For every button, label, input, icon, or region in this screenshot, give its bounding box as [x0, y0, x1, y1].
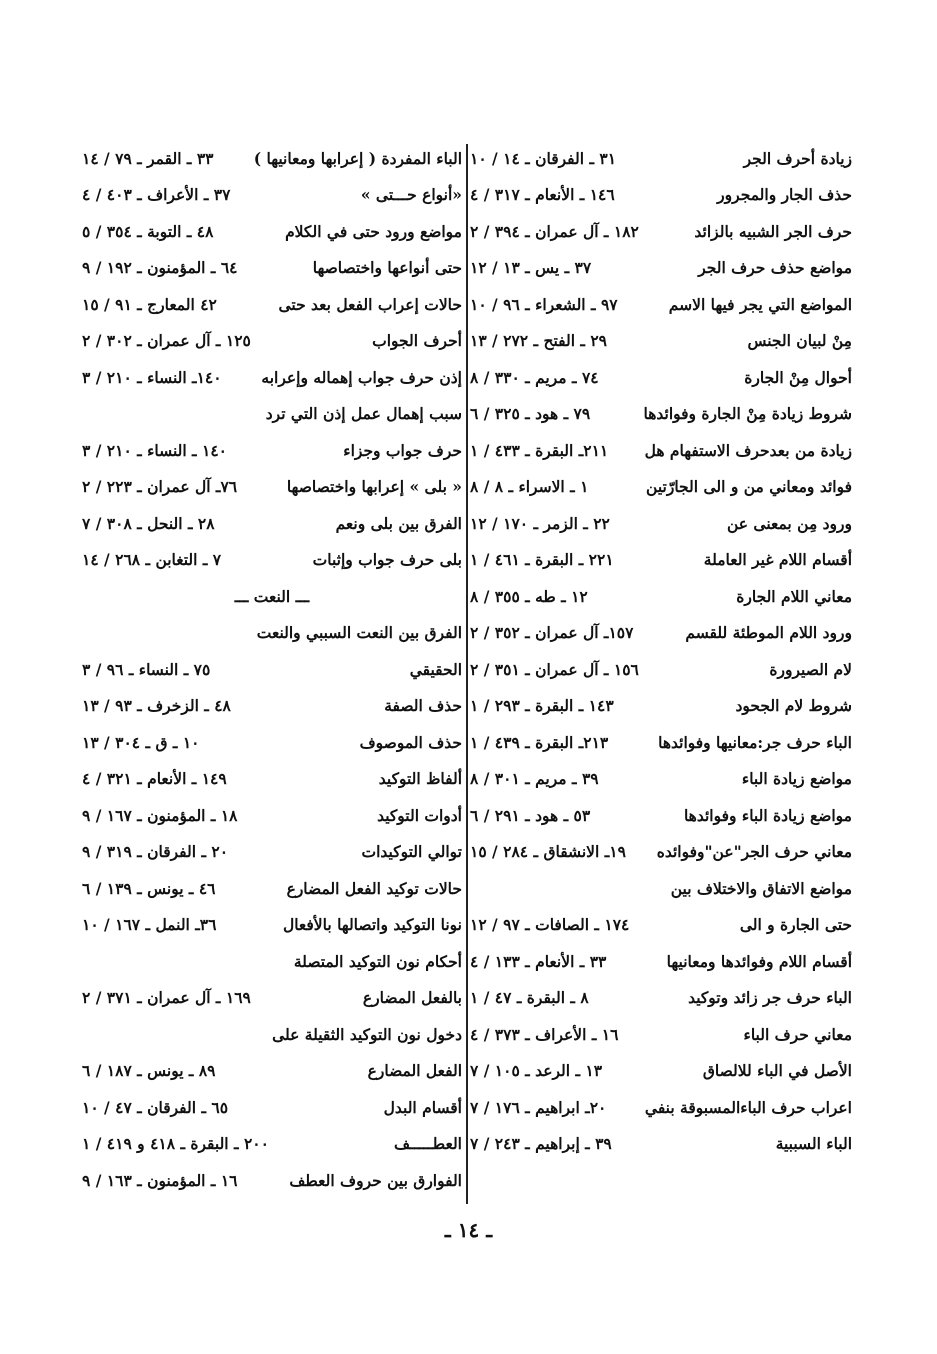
index-entry	[82, 651, 462, 688]
entry-reference: ٧٩ ـ هود ـ ٣٢٥ / ٦	[470, 404, 591, 424]
index-entry	[82, 943, 462, 980]
index-entry	[82, 907, 462, 944]
index-entry	[82, 359, 462, 396]
index-entry	[82, 469, 462, 506]
entry-topic: شروط لام الجحود	[735, 696, 852, 716]
index-entry	[82, 177, 462, 214]
index-entry	[470, 943, 852, 980]
entry-reference: ٤٦ ـ يونس ـ ١٣٩ / ٦	[82, 878, 216, 898]
entry-reference: ١٧٤ ـ الصافات ـ ٩٧ / ١٢	[470, 915, 630, 935]
index-entry	[82, 250, 462, 287]
index-entry	[470, 834, 852, 871]
entry-topic: الفرق بين بلى ونعم	[335, 513, 462, 533]
entry-topic: حتى الجارة و الى	[739, 915, 852, 935]
entry-topic: العطـــــف	[394, 1134, 462, 1154]
entry-reference: ٢١١ـ البقرة ـ ٤٣٣ / ١	[470, 440, 609, 460]
entry-topic: حتى أنواعها واختصاصها	[312, 258, 462, 278]
index-entry	[470, 980, 852, 1017]
entry-reference: ١٦ ـ المؤمنون ـ ١٦٣ / ٩	[82, 1170, 238, 1190]
entry-topic: اعراب حرف الباءالمسبوقة بنفي	[644, 1097, 852, 1117]
entry-topic: الباء حرف جر:معانيها وفوائدها	[658, 732, 852, 752]
index-entry	[470, 359, 852, 396]
entry-reference: ١٣ ـ الرعد ـ ١٠٥ / ٧	[470, 1061, 603, 1081]
entry-reference: ٥٣ ـ هود ـ ٢٩١ / ٦	[470, 805, 591, 825]
index-entry	[82, 505, 462, 542]
index-entry	[470, 323, 852, 360]
entry-reference: ١ ـ الاسراء ـ ٨ / ٨	[470, 477, 589, 497]
entry-topic: مواضع الاتفاق والاختلاف بين	[670, 878, 852, 898]
entry-topic: حرف الجر الشبيه بالزائد	[694, 221, 852, 241]
index-entry	[470, 213, 852, 250]
entry-topic: معاني اللام الجارة	[736, 586, 852, 606]
index-entry	[82, 1016, 462, 1053]
entry-reference: ٨٩ ـ يونس ـ ١٨٧ / ٦	[82, 1061, 216, 1081]
index-entry	[470, 578, 852, 615]
entry-reference: ١٦ ـ الأعراف ـ ٣٧٣ / ٤	[470, 1024, 619, 1044]
index-entry	[470, 396, 852, 433]
index-entry	[82, 761, 462, 798]
index-entry	[470, 615, 852, 652]
entry-topic: ورود اللام الموطئة للقسم	[685, 623, 852, 643]
index-entry	[470, 907, 852, 944]
entry-reference: ٣٦ـ النمل ـ ١٦٧ / ١٠	[82, 915, 217, 935]
entry-topic: أقسام اللام غير العاملة	[703, 550, 852, 570]
entry-reference: ١٤٦ ـ الأنعام ـ ٣١٧ / ٤	[470, 185, 615, 205]
index-entry	[82, 286, 462, 323]
entry-topic: الباء حرف جر زائد وتوكيد	[688, 988, 852, 1008]
entry-topic: حذف الموصوف	[359, 732, 462, 752]
index-entry	[470, 542, 852, 579]
entry-topic: حالات توكيد الفعل المضارع	[286, 878, 462, 898]
entry-topic: مواضع حذف حرف الجر	[698, 258, 852, 278]
entry-reference: ١٠ ـ ق ـ ٣٠٤ / ١٣	[82, 732, 200, 752]
entry-reference: ١٤٠ ـ النساء ـ ٢١٠ / ٣	[82, 440, 227, 460]
entry-topic: حذف الصفة	[384, 696, 462, 716]
entry-reference: ٧٥ ـ النساء ـ ٩٦ / ٣	[82, 659, 211, 679]
left-index-column	[82, 140, 462, 1199]
index-entry	[82, 980, 462, 1017]
index-entry	[82, 213, 462, 250]
index-entry	[82, 432, 462, 469]
entry-reference: ٤٨ ـ التوبة ـ ٣٥٤ / ٥	[82, 221, 214, 241]
entry-topic: أقسام البدل	[383, 1097, 462, 1117]
entry-topic: زيادة من بعدحرف الاستفهام هل	[644, 440, 852, 460]
index-entry	[82, 323, 462, 360]
entry-reference: ٣٩ ـ مريم ـ ٣٠١ / ٨	[470, 769, 599, 789]
entry-reference: ٣٣ ـ القمر ـ ٧٩ / ١٤	[82, 148, 214, 168]
entry-topic: «أنواع حـــتى »	[360, 185, 462, 205]
entry-topic: الفرق بين النعت السببي والنعت	[256, 623, 462, 643]
entry-reference: ٤٨ ـ الزخرف ـ ٩٣ / ١٣	[82, 696, 231, 716]
index-entry	[470, 870, 852, 907]
index-entry	[82, 140, 462, 177]
entry-topic: ورود مِن بمعنى عن	[726, 513, 852, 533]
entry-reference: ٧٤ ـ مريم ـ ٣٣٠ / ٨	[470, 367, 599, 387]
entry-topic: أدوات التوكيد	[377, 805, 462, 825]
entry-reference: ٧٦ـ آل عمران ـ ٢٢٣ / ٢	[82, 477, 238, 497]
entry-reference: ١٥٧ـ آل عمران ـ ٣٥٢ / ٢	[470, 623, 634, 643]
entry-reference: ١٨ ـ المؤمنون ـ ١٦٧ / ٩	[82, 805, 238, 825]
entry-topic: توالي التوكيدات	[361, 842, 462, 862]
page-number: ـ ١٤ ـ	[444, 1218, 493, 1242]
entry-topic: بالفعل المضارع	[362, 988, 462, 1008]
entry-reference: ٦٥ ـ الفرقان ـ ٤٧ / ١٠	[82, 1097, 229, 1117]
index-entry	[82, 724, 462, 761]
index-entry	[470, 761, 852, 798]
index-entry	[470, 250, 852, 287]
index-entry	[82, 578, 462, 615]
entry-topic: لام الصيرورة	[769, 659, 852, 679]
entry-topic: مِنْ لبيان الجنس	[747, 331, 852, 351]
index-entry	[470, 724, 852, 761]
entry-topic: مواضع زيادة الباء	[741, 769, 852, 789]
entry-reference: ١٦٩ ـ آل عمران ـ ٣٧١ / ٢	[82, 988, 251, 1008]
entry-reference: ٣١ ـ الفرقان ـ ١٤ / ١٠	[470, 148, 617, 168]
entry-reference: ١٨٢ ـ آل عمران ـ ٣٩٤ / ٢	[470, 221, 639, 241]
entry-topic: « بلى » إعرابها واختصاصها	[286, 477, 462, 497]
index-entry	[470, 1126, 852, 1163]
entry-reference: ٧ ـ التغابن ـ ٢٦٨ / ١٤	[82, 550, 222, 570]
index-entry	[470, 432, 852, 469]
index-entry	[470, 177, 852, 214]
entry-reference: ٣٧ ـ يس ـ ١٣ / ١٢	[470, 258, 592, 278]
entry-reference: ١٢ ـ طه ـ ٣٥٥ / ٨	[470, 586, 588, 606]
entry-reference: ٢٠ ـ الفرقان ـ ٣١٩ / ٩	[82, 842, 229, 862]
entry-topic: الفوارق بين حروف العطف	[289, 1170, 462, 1190]
entry-topic: الفعل المضارع	[367, 1061, 462, 1081]
entry-topic: إذن حرف جواب إهماله وإعرابه	[261, 367, 462, 387]
index-entry	[82, 1162, 462, 1199]
index-entry	[82, 797, 462, 834]
entry-topic: أحكام نون التوكيد المتصلة	[293, 951, 462, 971]
entry-topic: مواضع زيادة الباء وفوائدها	[683, 805, 852, 825]
entry-topic: ـــ النعت ـــ	[234, 586, 310, 606]
index-entry	[82, 870, 462, 907]
index-entry	[82, 834, 462, 871]
entry-reference: ١٤٠ـ النساء ـ ٢١٠ / ٣	[82, 367, 222, 387]
entry-reference: ٤٢ المعارج ـ ٩١ / ١٥	[82, 294, 217, 314]
entry-reference: ١٤٩ ـ الأنعام ـ ٣٢١ / ٤	[82, 769, 227, 789]
index-entry	[82, 542, 462, 579]
index-entry	[470, 1089, 852, 1126]
entry-topic: زيادة أحرف الجر	[743, 148, 852, 168]
entry-reference: ٦٤ ـ المؤمنون ـ ١٩٢ / ٩	[82, 258, 238, 278]
entry-reference: ٢٨ ـ النحل ـ ٣٠٨ / ٧	[82, 513, 215, 533]
entry-topic: أحرف الجواب	[372, 331, 462, 351]
index-entry	[82, 615, 462, 652]
index-entry	[470, 688, 852, 725]
index-entry	[82, 1126, 462, 1163]
entry-topic: حذف الجار والمجرور	[717, 185, 852, 205]
entry-reference: ٢١٣ـ البقرة ـ ٤٣٩ / ١	[470, 732, 609, 752]
index-entry	[82, 688, 462, 725]
entry-topic: الباء المفردة ( إعرابها ومعانيها )	[253, 148, 462, 168]
index-entry	[82, 396, 462, 433]
entry-topic: بلى حرف جواب وإثبات	[312, 550, 462, 570]
entry-topic: أقسام اللام وفوائدها ومعانيها	[666, 951, 852, 971]
index-entry	[470, 505, 852, 542]
index-entry	[82, 1053, 462, 1090]
entry-topic: نونا التوكيد واتصالها بالأفعال	[282, 915, 462, 935]
entry-topic: الأصل في الباء للالصاق	[702, 1061, 852, 1081]
entry-reference: ١٩ـ الانشقاق ـ ٢٨٤ / ١٥	[470, 842, 626, 862]
entry-reference: ١٤٣ ـ البقرة ـ ٢٩٣ / ١	[470, 696, 614, 716]
entry-reference: ٩٧ ـ الشعراء ـ ٩٦ / ١٠	[470, 294, 618, 314]
index-entry	[470, 286, 852, 323]
entry-topic: ألفاظ التوكيد	[378, 769, 462, 789]
index-entry	[470, 1053, 852, 1090]
entry-topic: شروط زيادة مِنْ الجارة وفوائدها	[643, 404, 852, 424]
entry-reference: ٨ ـ البقرة ـ ٤٧ / ١	[470, 988, 589, 1008]
index-entry	[470, 140, 852, 177]
entry-reference: ٢٩ ـ الفتح ـ ٢٧٢ / ١٣	[470, 331, 607, 351]
entry-reference: ٢٢ ـ الزمر ـ ١٧٠ / ١٢	[470, 513, 610, 533]
entry-topic: معاني حرف الباء	[743, 1024, 852, 1044]
entry-topic: مواضع ورود حتى في الكلام	[285, 221, 462, 241]
entry-reference: ١٢٥ ـ آل عمران ـ ٣٠٢ / ٢	[82, 331, 251, 351]
entry-reference: ٣٩ ـ إبراهيم ـ ٢٤٣ / ٧	[470, 1134, 612, 1154]
entry-topic: أحوال مِنْ الجارة	[744, 367, 852, 387]
entry-reference: ٢٠ـ ابراهيم ـ ١٧٦ / ٧	[470, 1097, 607, 1117]
entry-topic: المواضع التي يجر فيها الاسم	[668, 294, 852, 314]
entry-reference: ٣٧ ـ الأعراف ـ ٤٠٣ / ٤	[82, 185, 231, 205]
index-entry	[470, 1016, 852, 1053]
entry-topic: الباء السببية	[775, 1134, 852, 1154]
index-entry	[470, 469, 852, 506]
right-index-column	[470, 140, 852, 1162]
entry-topic: فوائد ومعاني من و الى الجارّتين	[646, 477, 852, 497]
column-divider	[466, 144, 468, 1204]
entry-topic: حالات إعراب الفعل بعد حتى	[278, 294, 462, 314]
entry-reference: ٢٠٠ ـ البقرة ـ ٤١٨ و ٤١٩ / ١	[82, 1134, 269, 1154]
entry-reference: ٢٢١ ـ البقرة ـ ٤٦١ / ١	[470, 550, 614, 570]
index-entry	[82, 1089, 462, 1126]
index-entry	[470, 651, 852, 688]
index-entry	[470, 797, 852, 834]
entry-reference: ١٥٦ ـ آل عمران ـ ٣٥١ / ٢	[470, 659, 639, 679]
entry-topic: دخول نون التوكيد الثقيلة على	[272, 1024, 462, 1044]
entry-reference: ٣٣ ـ الأنعام ـ ١٣٣ / ٤	[470, 951, 607, 971]
entry-topic: الحقيقي	[409, 659, 462, 679]
entry-topic: معاني حرف الجر"عن"وفوائده	[656, 842, 852, 862]
entry-topic: حرف جواب وجزاء	[343, 440, 462, 460]
entry-topic: سبب إهمال عمل إذن التي ترد	[265, 404, 462, 424]
